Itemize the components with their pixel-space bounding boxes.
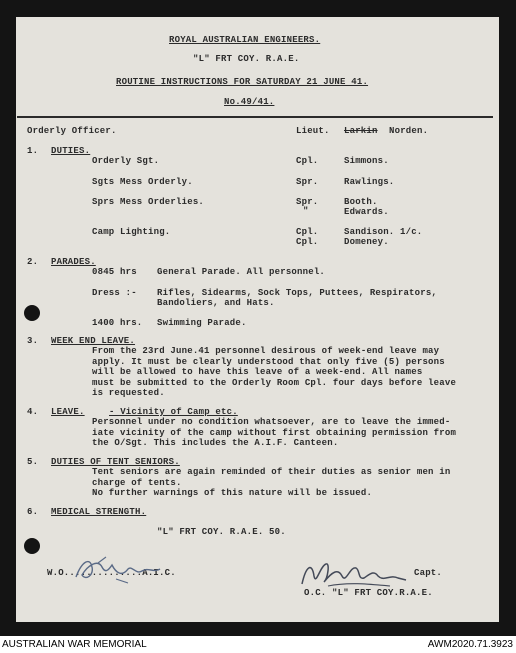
company-heading: "L" FRT COY. R.A.E. [193, 54, 300, 64]
paragraph-line: will be allowed to have this leave of a week-end. All names [92, 367, 423, 377]
capt-rank: Capt. [414, 568, 443, 578]
document-number: No.49/41. [224, 97, 275, 107]
orderly-officer-label: Orderly Officer. [27, 126, 117, 136]
punch-hole-top [24, 305, 40, 321]
section-heading-weekend-leave: WEEK END LEAVE. [51, 336, 136, 346]
orderly-officer-name: Norden. [389, 126, 429, 136]
section-number: 5. [27, 457, 39, 467]
medical-strength-value: "L" FRT COY. R.A.E. 50. [157, 527, 286, 537]
document-title: ROUTINE INSTRUCTIONS FOR SATURDAY 21 JUNE 41. [116, 77, 369, 87]
section-subheading: - Vicinity of Camp etc. [109, 407, 238, 417]
paragraph-line: charge of tents. [92, 478, 182, 488]
parade-description: General Parade. All personnel. [157, 267, 326, 277]
oc-signature-title: O.C. "L" FRT COY.R.A.E. [304, 588, 433, 598]
duty-name: Sandison. 1/c. [344, 227, 423, 237]
section-number: 6. [27, 507, 39, 517]
duty-name: Rawlings. [344, 177, 395, 187]
handwritten-signature-right [298, 556, 408, 592]
duty-rank: Cpl. [296, 156, 319, 166]
unit-heading: ROYAL AUSTRALIAN ENGINEERS. [169, 35, 321, 45]
duty-role: Sprs Mess Orderlies. [92, 197, 205, 207]
handwritten-signature-left [72, 553, 162, 587]
duty-rank: Spr. [296, 177, 319, 187]
duty-rank: Cpl. [296, 227, 319, 237]
section-heading-tent-seniors: DUTIES OF TENT SENIORS. [51, 457, 180, 467]
dress-label: Dress :- [92, 288, 137, 298]
paragraph-line: No further warnings of this nature will be issued. [92, 488, 373, 498]
duty-name-second: Domeney. [344, 237, 389, 247]
section-number: 1. [27, 146, 39, 156]
paragraph-line: is requested. [92, 388, 165, 398]
dress-items: Rifles, Sidearms, Sock Tops, Puttees, Respirators, [157, 288, 438, 298]
duty-name-second: Edwards. [344, 207, 389, 217]
duty-rank-second: Cpl. [296, 237, 319, 247]
duty-name: Simmons. [344, 156, 389, 166]
punch-hole-bottom [24, 538, 40, 554]
duty-name: Booth. [344, 197, 378, 207]
section-number: 4. [27, 407, 39, 417]
duty-role: Camp Lighting. [92, 227, 171, 237]
footer-attribution: AUSTRALIAN WAR MEMORIAL [2, 639, 147, 650]
wo-signature-line: W.O..............A.I.C. [47, 568, 176, 578]
section-heading-leave: LEAVE. [51, 407, 85, 417]
paragraph-line: Tent seniors are again reminded of their duties as senior men in [92, 467, 451, 477]
duty-role: Sgts Mess Orderly. [92, 177, 193, 187]
section-heading-parades: PARADES. [51, 257, 96, 267]
paragraph-line: must be submitted to the Orderly Room Cpl. four days before leave [92, 378, 457, 388]
header-rule [17, 116, 493, 118]
orderly-officer-rank: Lieut. [296, 126, 330, 136]
section-heading-duties: DUTIES. [51, 146, 91, 156]
duty-role: Orderly Sgt. [92, 156, 160, 166]
paragraph-line: the O/Sgt. This includes the A.I.F. Canteen. [92, 438, 339, 448]
parade-description: Swimming Parade. [157, 318, 247, 328]
dress-items-continued: Bandoliers, and Hats. [157, 298, 275, 308]
section-heading-medical: MEDICAL STRENGTH. [51, 507, 147, 517]
paragraph-line: Personnel under no condition whatsoever, are to leave the immed- [92, 417, 451, 427]
parade-time: 0845 hrs [92, 267, 137, 277]
footer-accession-number: AWM2020.71.3923 [427, 639, 513, 650]
section-number: 3. [27, 336, 39, 346]
paragraph-line: apply. It must be clearly understood that only five (5) persons [92, 357, 445, 367]
section-number: 2. [27, 257, 39, 267]
paragraph-line: iate vicinity of the camp without first obtaining permission from [92, 428, 457, 438]
duty-rank: Spr. [296, 197, 319, 207]
orderly-officer-struck-name: Larkin [344, 126, 378, 136]
parade-time: 1400 hrs. [92, 318, 143, 328]
paragraph-line: From the 23rd June.41 personnel desirous of week-end leave may [92, 346, 440, 356]
duty-rank-ditto: " [303, 206, 309, 216]
